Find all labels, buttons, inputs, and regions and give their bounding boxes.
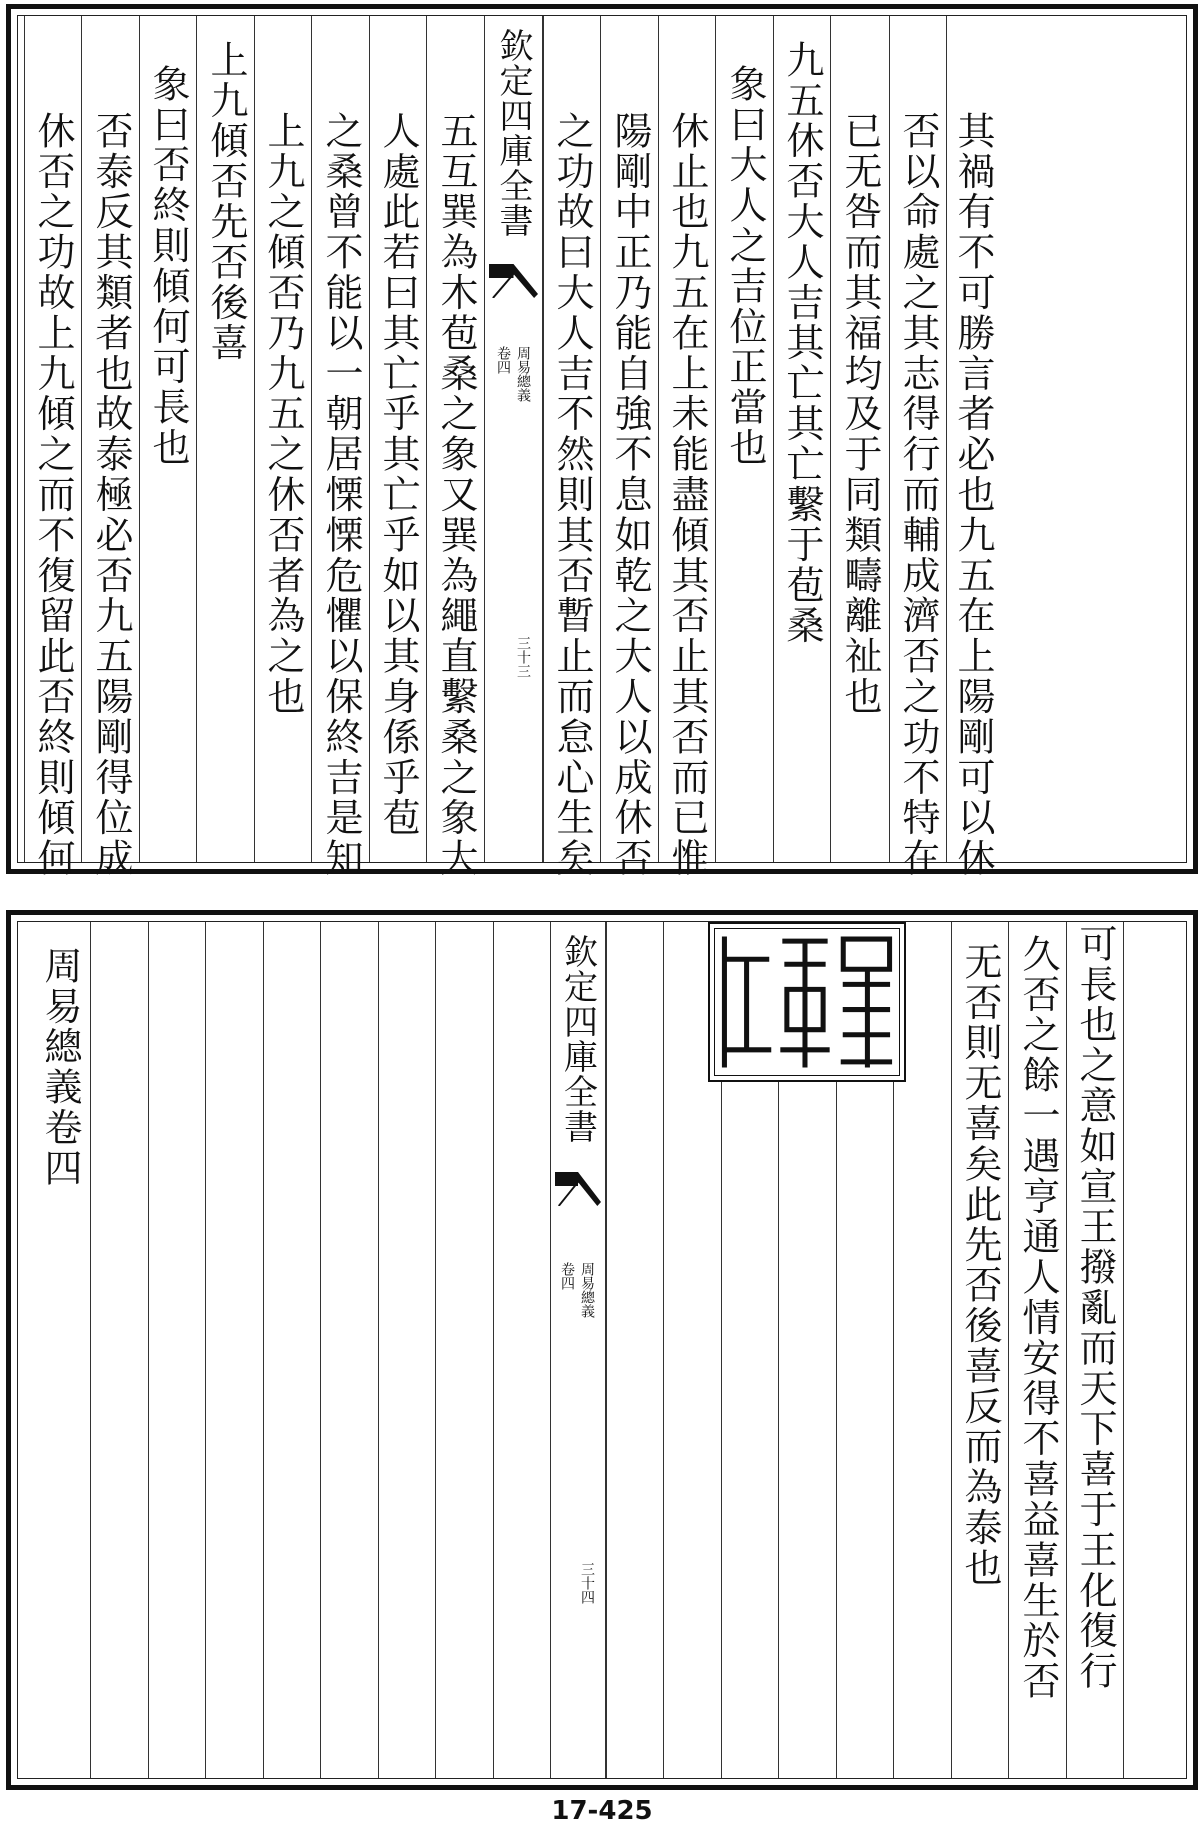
- fish-tail-mark-icon: [555, 1172, 601, 1206]
- fish-tail-mark-icon: [489, 264, 538, 298]
- text-column-content: 无否則无喜矣此先否後喜反而為泰也: [958, 942, 1002, 1589]
- text-column-content: 象曰大人之吉位正當也: [723, 64, 767, 468]
- text-column: [139, 16, 196, 862]
- page-footer-number: 17-425: [551, 1796, 653, 1826]
- text-column: [263, 922, 320, 1778]
- text-column-content: 休止也九五在上未能盡傾其否止其否而已惟: [665, 111, 709, 879]
- text-column-content: 已无咎而其福均及于同類疇離祉也: [838, 111, 882, 717]
- text-column: [378, 922, 435, 1778]
- text-column: [889, 16, 946, 879]
- imperial-seal-icon: [708, 922, 906, 1082]
- spine-book-title: 周易總義: [515, 346, 531, 402]
- text-column: [658, 16, 715, 879]
- text-column: [205, 922, 263, 1778]
- text-column: [1066, 922, 1123, 1778]
- text-column-content: 久否之餘一遇亨通人情安得不喜益喜生於否: [1016, 934, 1060, 1702]
- text-column: [830, 16, 889, 862]
- text-column-content: 上九之傾否乃九五之休否者為之也: [261, 111, 305, 717]
- text-column: [493, 922, 550, 1778]
- text-column: [196, 16, 254, 862]
- text-column: [148, 922, 205, 1778]
- text-column-content: 可長也之意如宣王撥亂而天下喜于王化復行: [1073, 924, 1117, 1692]
- text-column-content: 陽剛中正乃能自強不息如乾之大人以成休否: [608, 111, 652, 879]
- text-column: [81, 16, 139, 879]
- text-column: [951, 922, 1008, 1778]
- spine-page-number: 三十四: [579, 1562, 595, 1604]
- spine-title: 欽定四庫全書: [493, 28, 533, 238]
- volume-end-title: 周易總義卷四: [38, 946, 82, 1189]
- text-column: [426, 16, 484, 879]
- spine-page-number: 三十三: [515, 636, 531, 678]
- text-column: [33, 922, 90, 1778]
- text-column-content: 之桑曾不能以一朝居慄慄危懼以保終吉是知: [319, 111, 363, 879]
- text-column: [543, 16, 600, 879]
- text-column: [24, 16, 81, 879]
- spine-book-title: 周易總義: [579, 1262, 595, 1318]
- text-column-content: 九五休否大人吉其亡其亡繫于苞桑: [780, 40, 824, 646]
- text-column: [1008, 922, 1066, 1778]
- text-column: [254, 16, 311, 862]
- text-column: [773, 16, 830, 862]
- text-column: [435, 922, 493, 1778]
- text-column-content: 否泰反其類者也故泰極必否九五陽剛得位成: [89, 111, 133, 879]
- text-column: [946, 16, 999, 879]
- text-column-content: 象曰否終則傾何可長也: [146, 64, 190, 468]
- text-column-content: 之功故曰大人吉不然則其否暫止而怠心生矣: [550, 111, 594, 879]
- text-column-content: 其禍有不可勝言者必也九五在上陽剛可以休: [951, 111, 995, 879]
- text-column: [606, 922, 663, 1778]
- text-column: [311, 16, 369, 879]
- text-column-content: 五互巽為木苞桑之象又巽為繩直繫桑之象大: [434, 111, 478, 879]
- spine-title: 欽定四庫全書: [557, 934, 598, 1144]
- text-column: [369, 16, 426, 862]
- text-column: [90, 922, 148, 1778]
- bottom-page-frame: [17, 921, 1187, 1779]
- text-column: [320, 922, 378, 1778]
- top-page-panel: [6, 4, 1198, 879]
- top-page-frame: [17, 15, 1187, 879]
- spine-volume: 卷四: [559, 1262, 575, 1290]
- spine-volume: 卷四: [495, 346, 511, 374]
- text-column-content: 否以命處之其志得行而輔成濟否之功不特在: [896, 111, 940, 879]
- center-spine: [550, 922, 606, 1778]
- text-column-content: 休否之功故上九傾之而不復留此否終則傾何: [31, 111, 75, 879]
- bottom-page-panel: [6, 910, 1198, 1790]
- column-rule: [1123, 922, 1124, 1778]
- text-column-content: 上九傾否先否後喜: [204, 40, 248, 364]
- text-column-content: 人處此若曰其亡乎其亡乎如以其身係乎苞: [376, 111, 420, 839]
- center-spine: [484, 16, 543, 862]
- text-column: [600, 16, 658, 879]
- text-column: [715, 16, 773, 862]
